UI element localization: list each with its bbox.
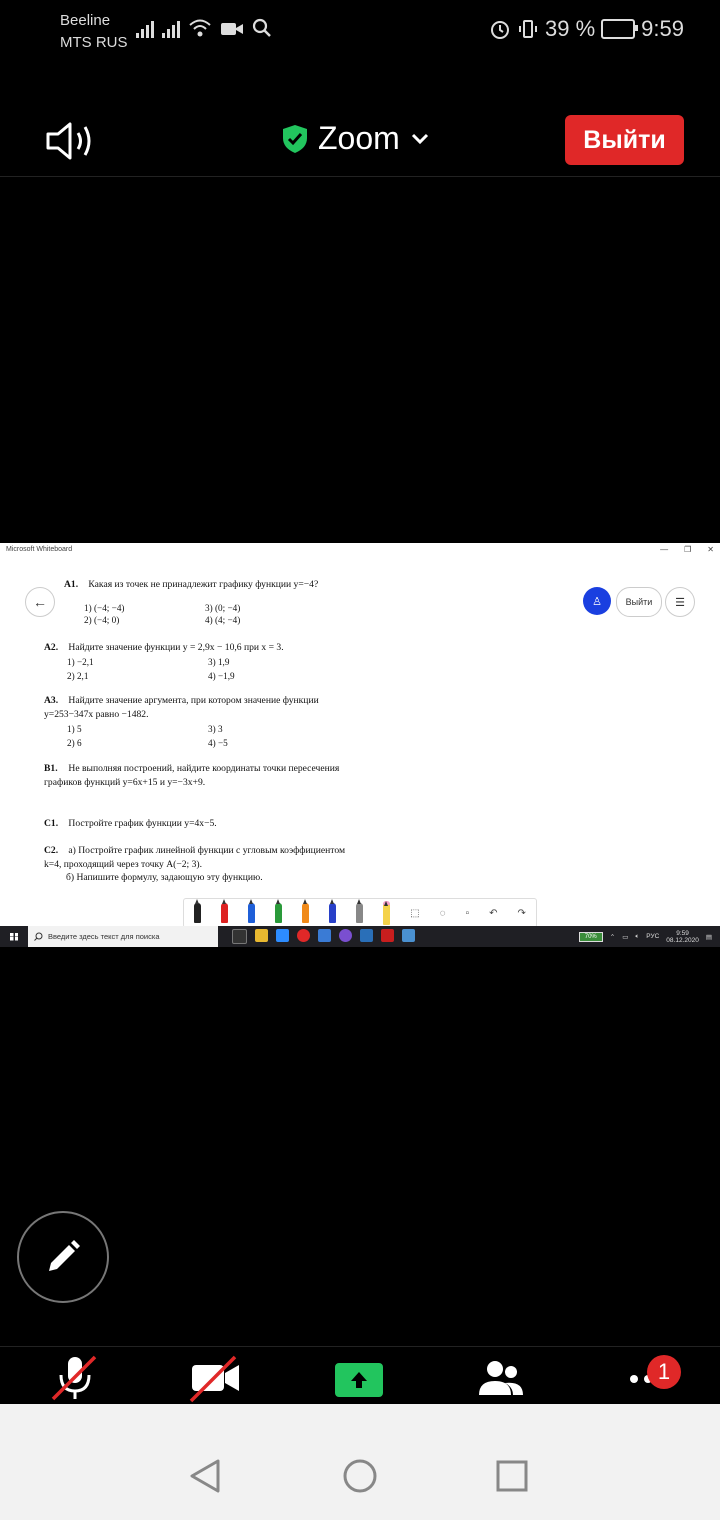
tray-battery[interactable]: 70% (579, 932, 603, 942)
microphone-muted-icon (49, 1353, 101, 1403)
arrow-left-icon: ← (33, 594, 47, 610)
whiteboard-exit-button[interactable]: Выйти (616, 587, 662, 617)
signal-icon (162, 21, 180, 38)
question-text: Найдите значение функции y = 2,9x − 10,6 при x = 3. (68, 642, 284, 653)
question-a3 (44, 694, 349, 721)
option: 3) 3 (208, 724, 223, 734)
option: 4) −5 (208, 738, 228, 748)
carrier-2: MTS RUS (60, 34, 128, 51)
question-c2 (44, 844, 349, 885)
annotate-button[interactable] (17, 1211, 109, 1303)
chevron-down-icon (410, 132, 430, 146)
recents-icon[interactable] (496, 1460, 528, 1492)
eraser-icon[interactable]: ⬚ (410, 907, 420, 919)
zoom-app-icon[interactable] (276, 929, 289, 942)
back-button[interactable] (25, 587, 55, 617)
search-icon (34, 932, 43, 941)
option: 4) −1,9 (208, 671, 235, 681)
wifi-icon (188, 18, 212, 38)
signal-icon (136, 21, 154, 38)
tray-time: 9:59 (676, 929, 689, 937)
speaker-icon[interactable] (44, 120, 96, 162)
taskbar-search-placeholder: Введите здесь текст для поиска (48, 932, 160, 941)
vibrate-icon (517, 18, 539, 40)
question-number: B1. (44, 763, 58, 774)
carrier-info (60, 10, 128, 54)
tray-volume-icon[interactable]: 🔈︎ (635, 932, 640, 940)
user-icon: ♙ (592, 595, 602, 608)
pen-orange-icon[interactable] (302, 903, 309, 923)
meeting-title[interactable] (282, 120, 430, 157)
app-title: Zoom (318, 120, 400, 156)
menu-button[interactable] (665, 587, 695, 617)
option: 3) (0; −4) (205, 603, 241, 613)
question-number: C2. (44, 845, 59, 856)
system-tray (579, 930, 720, 944)
ink-toolbar (183, 898, 537, 928)
undo-icon[interactable]: ↶ (489, 907, 498, 919)
battery-icon (601, 19, 635, 39)
question-b1 (44, 762, 349, 789)
highlighter-icon[interactable] (383, 901, 390, 925)
share-icon (335, 1363, 383, 1397)
option: 1) −2,1 (67, 657, 94, 667)
lasso-icon[interactable]: ◌ (439, 907, 446, 919)
option: 2) 6 (67, 738, 82, 748)
question-text: Не выполняя построений, найдите координаты точки пересечения графиков функций y=6x+15 и y=−3x+9. (44, 763, 340, 788)
camera-icon (220, 20, 244, 38)
close-icon[interactable]: ✕ (707, 545, 714, 554)
redo-icon[interactable]: ↷ (517, 907, 526, 919)
question-number: C1. (44, 818, 59, 829)
window-controls (660, 545, 714, 554)
video-off-icon (189, 1353, 243, 1403)
pen-black-icon[interactable] (194, 903, 201, 923)
question-text: Постройте график функции y=4x−5. (68, 818, 217, 829)
question-a1 (64, 578, 334, 592)
status-right (489, 16, 684, 42)
option: 1) (−4; −4) (84, 603, 125, 613)
tray-date: 08.12.2020 (666, 936, 699, 944)
task-view-icon[interactable] (232, 929, 247, 944)
option: 3) 1,9 (208, 657, 230, 667)
question-number: A2. (44, 642, 59, 653)
whiteboard-app-icon[interactable] (318, 929, 331, 942)
taskbar-search[interactable] (28, 926, 218, 947)
windows-start-icon[interactable] (10, 933, 18, 941)
question-subtext: б) Напишите формулу, задающую эту функцию. (66, 872, 263, 883)
remote-desktop-icon[interactable] (360, 929, 373, 942)
pen-blue-icon[interactable] (248, 903, 255, 923)
pdf-reader-icon[interactable] (381, 929, 394, 942)
question-c1 (44, 817, 349, 831)
search-icon (252, 18, 272, 38)
alarm-icon (489, 18, 511, 40)
home-icon[interactable] (342, 1458, 378, 1494)
pencil-icon (43, 1237, 83, 1277)
option: 2) (−4; 0) (84, 615, 120, 625)
back-icon[interactable] (188, 1458, 222, 1494)
pen-darkblue-icon[interactable] (329, 903, 336, 923)
photos-icon[interactable] (402, 929, 415, 942)
option: 4) (4; −4) (205, 615, 241, 625)
question-a2 (44, 641, 349, 655)
account-button[interactable] (583, 587, 611, 615)
pencil-icon[interactable] (356, 903, 363, 923)
battery-percent: 39 % (545, 16, 596, 41)
question-text: Найдите значение аргумента, при котором значение функции y=253−347x равно −1482. (44, 695, 319, 720)
hamburger-icon: ☰ (675, 596, 685, 609)
shared-screen (0, 543, 720, 947)
leave-button[interactable]: Выйти (565, 115, 684, 165)
participants-icon (475, 1359, 527, 1403)
tray-network-icon[interactable]: ▭ (622, 933, 629, 941)
question-text: Какая из точек не принадлежит графику функции y=−4? (88, 579, 319, 590)
meeting-header (0, 100, 720, 177)
shield-icon (282, 124, 308, 154)
notification-badge: 1 (647, 1355, 681, 1389)
status-bar (0, 0, 720, 70)
window-title: Microsoft Whiteboard (6, 546, 73, 553)
taskbar-apps (232, 929, 415, 944)
clock: 9:59 (641, 16, 684, 41)
pen-green-icon[interactable] (275, 903, 282, 923)
carrier-1: Beeline (60, 12, 111, 29)
tray-clock[interactable] (666, 930, 699, 944)
question-text: а) Постройте график линейной функции с угловым коэффициентом k=4, проходящий через точку A(−2; 3). (44, 845, 346, 870)
question-number: A1. (64, 579, 79, 590)
question-number: A3. (44, 695, 59, 706)
tray-language[interactable]: РУС (646, 933, 660, 940)
meeting-controls (0, 1346, 720, 1405)
windows-taskbar (0, 926, 720, 947)
yandex-browser-icon[interactable] (297, 929, 310, 942)
pen-red-icon[interactable] (221, 903, 228, 923)
viber-icon[interactable] (339, 929, 352, 942)
notification-icon[interactable]: ▤ (705, 933, 712, 941)
tray-chevron-up-icon[interactable]: ⌃ (609, 933, 616, 941)
minimize-icon[interactable]: — (660, 545, 669, 554)
option: 1) 5 (67, 724, 82, 734)
maximize-icon[interactable]: ❐ (684, 545, 692, 554)
option: 2) 2,1 (67, 671, 89, 681)
signal-icons (136, 18, 272, 38)
file-explorer-icon[interactable] (255, 929, 268, 942)
android-nav-bar (0, 1404, 720, 1520)
ruler-icon[interactable]: ▫ (465, 907, 470, 919)
